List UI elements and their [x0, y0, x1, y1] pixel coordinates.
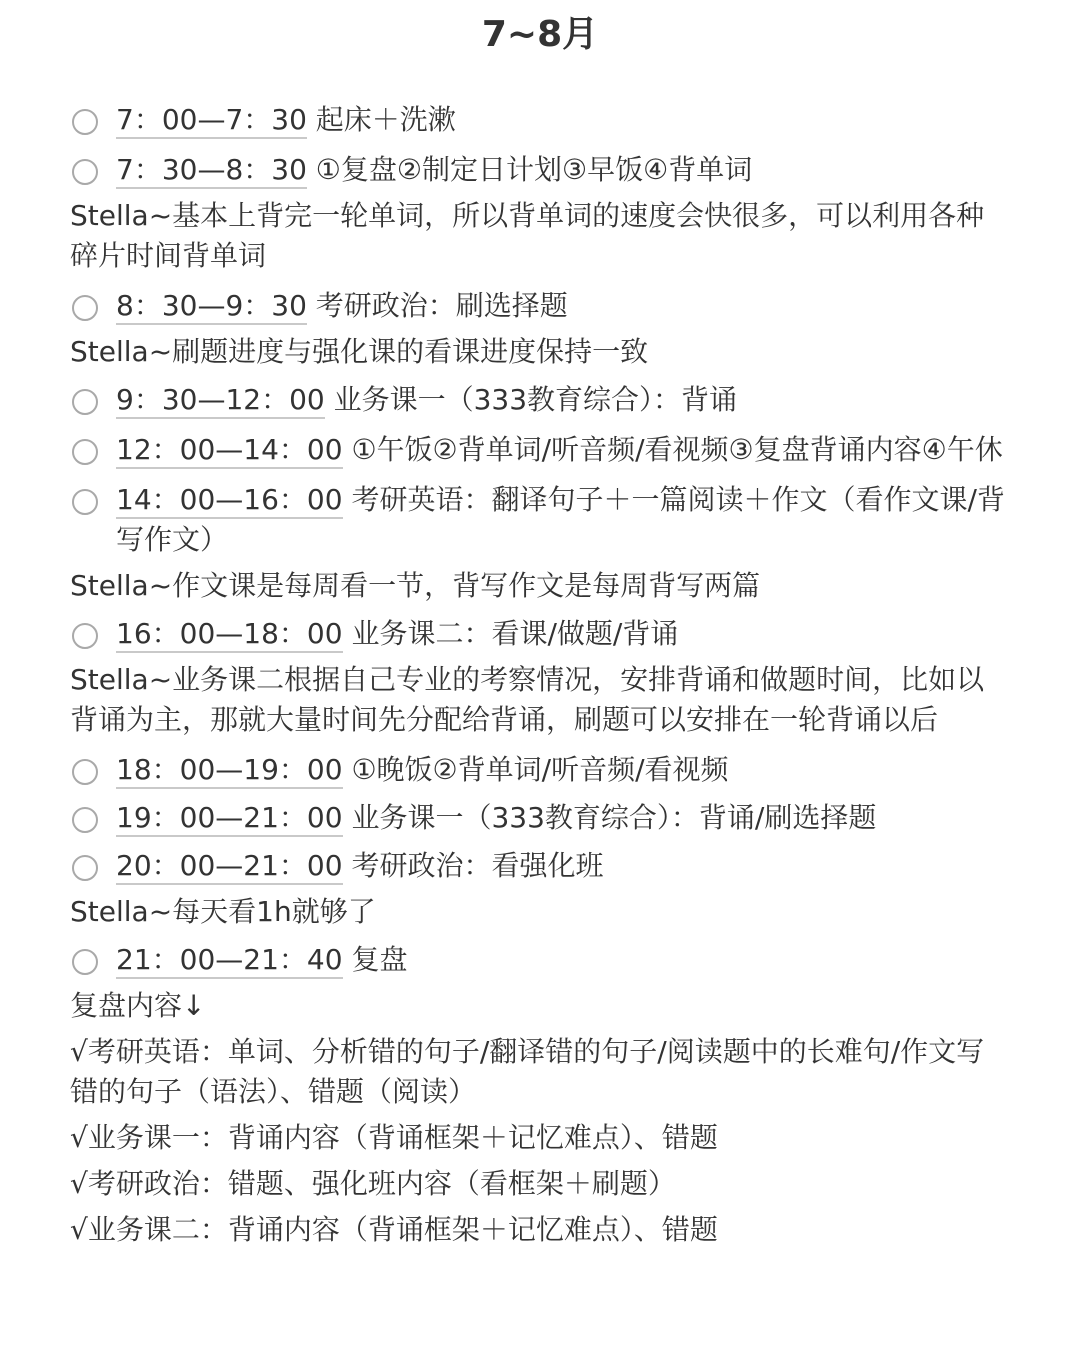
checkbox[interactable] — [72, 759, 98, 785]
task-item — [70, 750, 1010, 790]
checkbox[interactable] — [72, 623, 98, 649]
task-time: 8：30—9：30 — [116, 289, 307, 325]
task-text: 业务课一（333教育综合）：背诵 — [333, 383, 738, 416]
schedule-content — [70, 100, 1010, 1250]
checkbox[interactable] — [72, 159, 98, 185]
task-text: 考研政治：刷选择题 — [315, 289, 568, 322]
task-text: 考研政治：看强化班 — [351, 849, 604, 882]
review-line: √考研英语：单词、分析错的句子/翻译错的句子/阅读题中的长难句/作文写错的句子（语法）、错题（阅读） — [70, 1035, 985, 1108]
task-item — [70, 798, 1010, 838]
task-item — [70, 846, 1010, 886]
note-text: Stella~作文课是每周看一节，背写作文是每周背写两篇 — [70, 569, 761, 602]
page-title: 7~8月 — [481, 14, 599, 55]
checkbox[interactable] — [72, 807, 98, 833]
checkbox[interactable] — [72, 949, 98, 975]
task-text: 业务课一（333教育综合）：背诵/刷选择题 — [351, 801, 877, 834]
task-time: 19：00—21：00 — [116, 801, 343, 837]
task-item — [70, 614, 1010, 654]
task-text: 复盘 — [351, 943, 408, 976]
task-item — [70, 150, 1010, 190]
task-item — [70, 430, 1010, 470]
checkbox[interactable] — [72, 109, 98, 135]
task-time: 9：30—12：00 — [116, 383, 325, 419]
task-item — [70, 380, 1010, 420]
task-item — [70, 940, 1010, 980]
task-time: 12：00—14：00 — [116, 433, 343, 469]
task-time: 14：00—16：00 — [116, 483, 343, 519]
checkbox[interactable] — [72, 295, 98, 321]
task-text: ①复盘②制定日计划③早饭④背单词 — [315, 153, 753, 186]
task-time: 7：00—7：30 — [116, 103, 307, 139]
review-line: √业务课一：背诵内容（背诵框架＋记忆难点）、错题 — [70, 1121, 718, 1154]
task-item — [70, 100, 1010, 140]
task-time: 18：00—19：00 — [116, 753, 343, 789]
task-text: 考研英语：翻译句子＋一篇阅读＋作文（看作文课/背写作文） — [116, 483, 1005, 556]
task-text: ①晚饭②背单词/听音频/看视频 — [351, 753, 729, 786]
review-line: √业务课二：背诵内容（背诵框架＋记忆难点）、错题 — [70, 1213, 718, 1246]
task-text: 业务课二：看课/做题/背诵 — [351, 617, 679, 650]
task-text: ①午饭②背单词/听音频/看视频③复盘背诵内容④午休 — [351, 433, 1003, 466]
note-text: Stella~刷题进度与强化课的看课进度保持一致 — [70, 335, 649, 368]
note-text: Stella~每天看1h就够了 — [70, 895, 376, 928]
checkbox[interactable] — [72, 389, 98, 415]
review-heading: 复盘内容↓ — [70, 989, 206, 1022]
checkbox[interactable] — [72, 489, 98, 515]
task-time: 16：00—18：00 — [116, 617, 343, 653]
note-text: Stella~业务课二根据自己专业的考察情况，安排背诵和做题时间，比如以背诵为主，那就大量时间先分配给背诵，刷题可以安排在一轮背诵以后 — [70, 663, 985, 736]
note-text: Stella~基本上背完一轮单词，所以背单词的速度会快很多，可以利用各种碎片时间背单词 — [70, 199, 985, 272]
task-item — [70, 286, 1010, 326]
task-time: 21：00—21：40 — [116, 943, 343, 979]
task-text: 起床＋洗漱 — [315, 103, 456, 136]
checkbox[interactable] — [72, 855, 98, 881]
task-time: 20：00—21：00 — [116, 849, 343, 885]
checkbox[interactable] — [72, 439, 98, 465]
task-time: 7：30—8：30 — [116, 153, 307, 189]
task-item — [70, 480, 1010, 560]
review-line: √考研政治：错题、强化班内容（看框架＋刷题） — [70, 1167, 676, 1200]
